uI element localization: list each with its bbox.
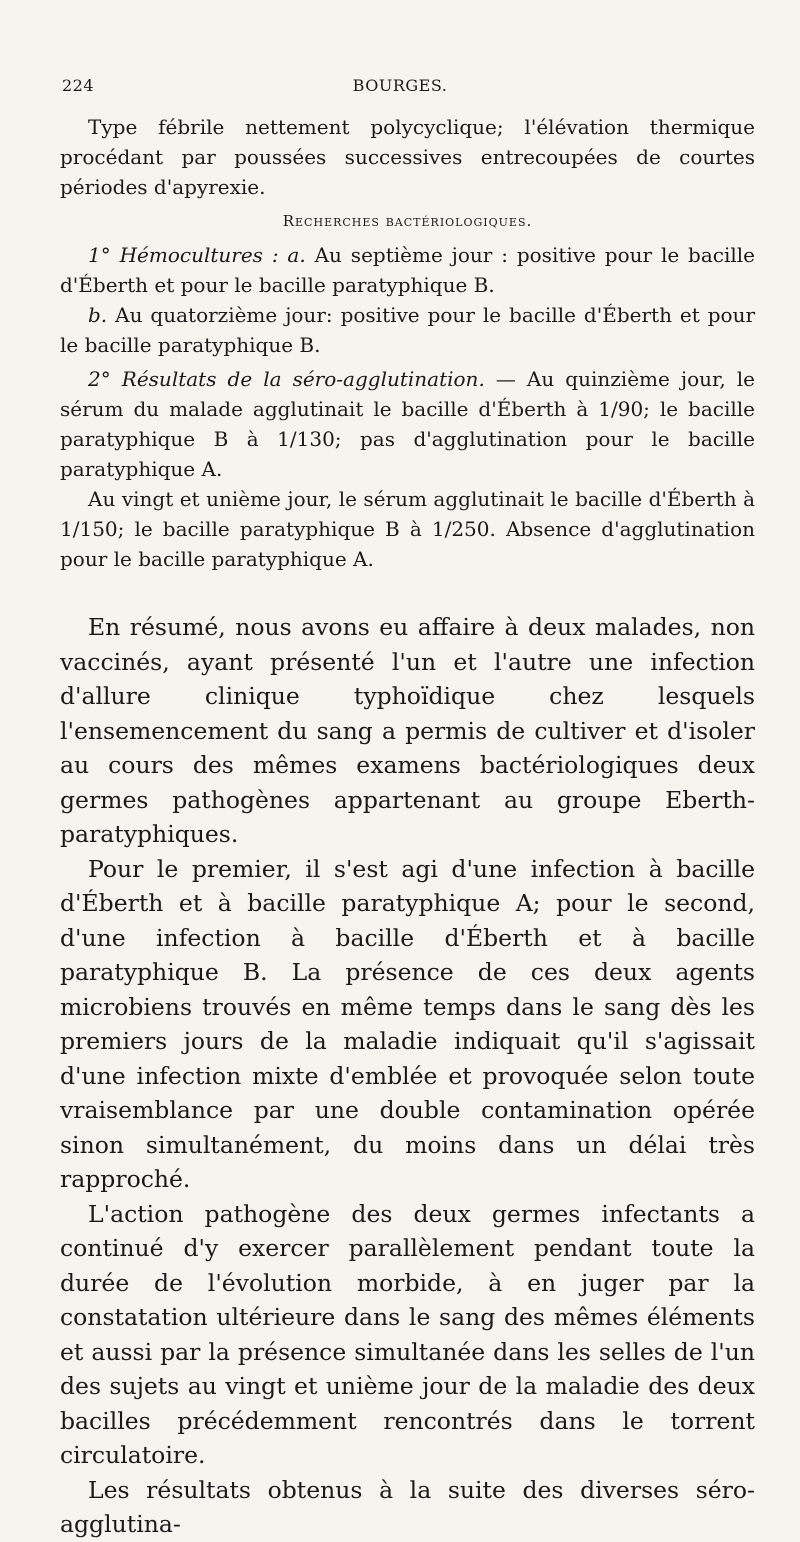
paragraph-fever-type: Type fébrile nettement polycyclique; l'élévation thermique procédant par poussées successives entrecoupées de courtes périodes d'apyrexie. [60,115,755,199]
section-heading: Recherches bactériologiques. [282,212,533,230]
paragraph-sero-agglutination [60,364,755,484]
item-label: 2° Résultats de la séro-agglutination. [88,367,485,391]
item-label: 1° Hémocultures : a. [88,243,306,267]
paragraph-resume: En résumé, nous avons eu affaire à deux malades, non vaccinés, ayant présenté l'un et l'autre une infection d'allure clinique typhoïdique chez lesquels l'ensemencement du sang a permis de cultiver et d'isoler au cours des mêmes examens bactériologiques deux germes pathogènes appartenant au groupe Eberth-paratyphiques. [60,613,755,848]
paragraph-hemocultures-a [60,240,755,300]
paragraph-hemocultures-b [60,300,755,360]
paragraph-premier: Pour le premier, il s'est agi d'une infection à bacille d'Éberth et à bacille paratyphique A; pour le second, d'une infection à bacille d'Éberth et à bacille paratyphique B. La présence de ces deux agents microbiens trouvés en même temps dans le sang dès les premiers jours de la maladie indiquait qu'il s'agissait d'une infection mixte d'emblée et provoquée selon toute vraisemblance par une double contamination opérée sinon simultanément, du moins dans un délai très rapproché. [60,854,755,1193]
page-number: 224 [62,76,95,95]
item-label: b. [88,303,108,327]
paragraph-sero-agglutination-2: Au vingt et unième jour, le sérum agglutinait le bacille d'Éberth à 1/150; le bacille paratyphique B à 1/250. Absence d'agglutination pour le bacille paratyphique A. [60,487,755,571]
item-text: — Au quinzième jour, le sérum du malade agglutinait le bacille d'Éberth à 1/90; le bacille paratyphique B à 1/130; pas d'agglutination pour le bacille paratyphique A. [60,367,756,481]
item-text: Au septième jour : positive pour le bacille d'Éberth et pour le bacille paratyphique B. [60,243,756,297]
item-text: Au quatorzième jour: positive pour le bacille d'Éberth et pour le bacille paratyphique B. [60,303,756,357]
running-title: BOURGES. [352,76,448,95]
paragraph-last: Les résultats obtenus à la suite des diverses séro-agglutina- [60,1475,755,1538]
small-print-block [60,112,755,574]
page-content [60,112,755,1542]
page-header [62,76,738,98]
large-print-block [60,610,755,1542]
paragraph-action: L'action pathogène des deux germes infectants a continué d'y exercer parallèlement pendant toute la durée de l'évolution morbide, à en juger par la constatation ultérieure dans le sang des mêmes éléments et aussi par la présence simultanée dans les selles de l'un des sujets au vingt et unième jour de la maladie des deux bacilles précédemment rencontrés dans le torrent circulatoire. [60,1199,755,1469]
